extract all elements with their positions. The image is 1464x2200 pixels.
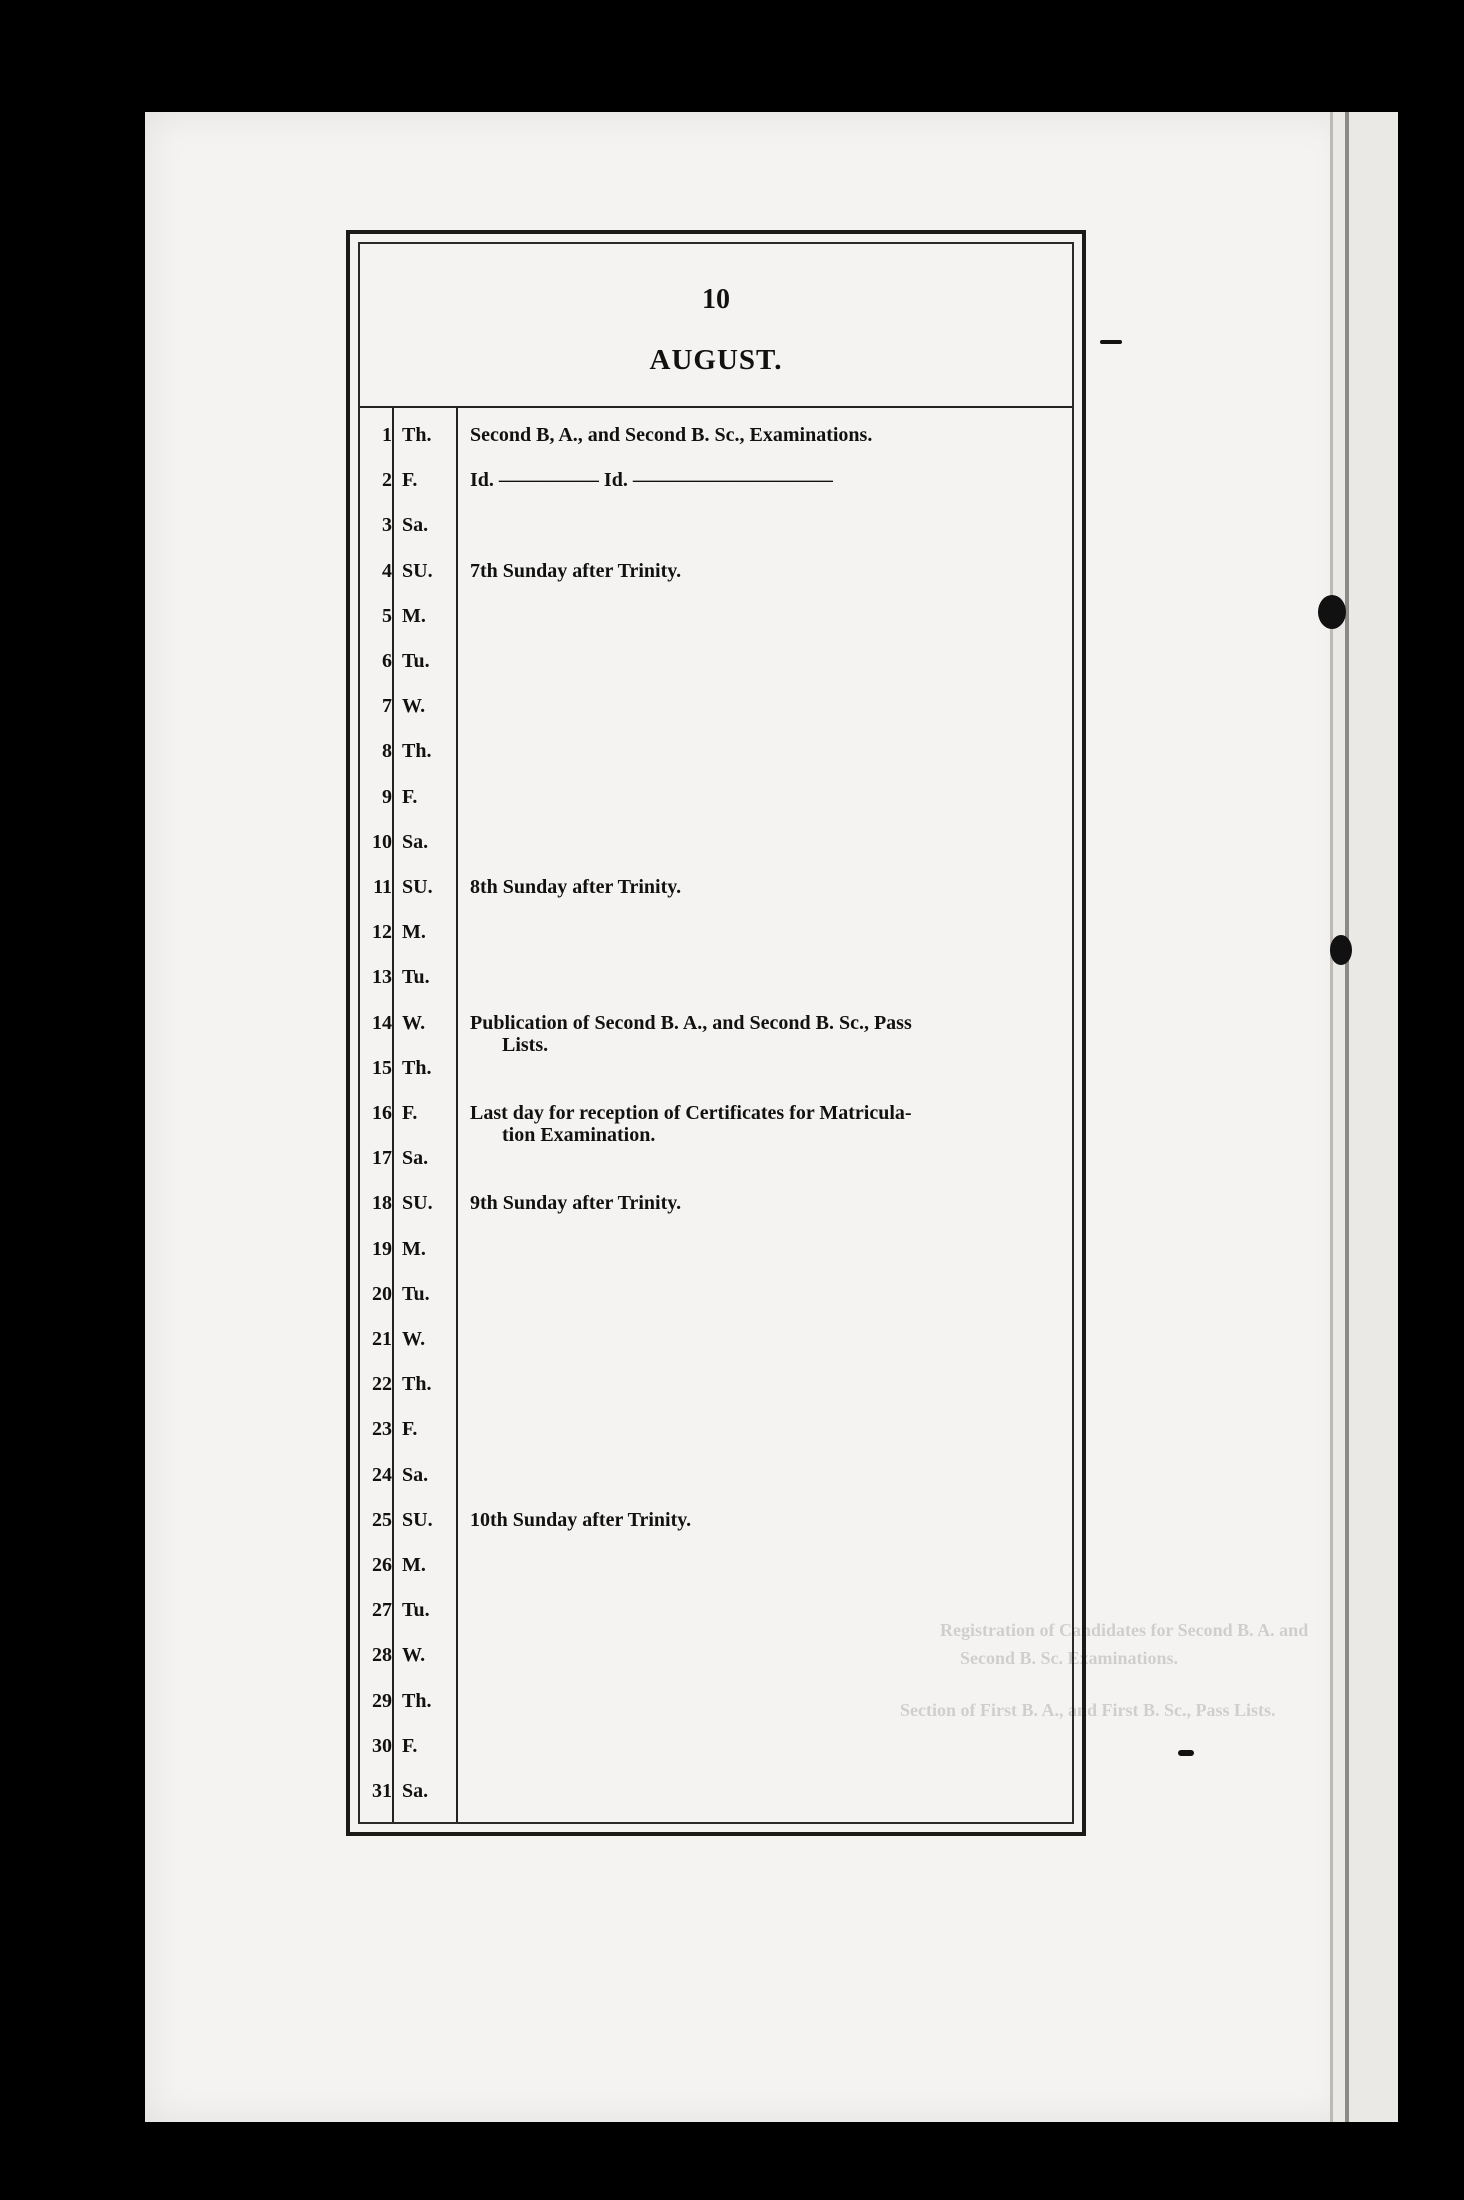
day-number: 17 — [372, 1147, 392, 1170]
weekday: M. — [402, 921, 426, 944]
calendar-row — [360, 1328, 1072, 1373]
day-number: 24 — [372, 1463, 392, 1486]
bleed-through-text: Second B. Sc. Examinations. — [960, 1648, 1179, 1668]
day-number: 20 — [372, 1282, 392, 1305]
calendar-row — [360, 560, 1072, 605]
day-number: 26 — [372, 1554, 392, 1576]
day-number: 10 — [372, 830, 392, 853]
day-number: 3 — [382, 514, 392, 537]
ink-blot — [1100, 340, 1122, 344]
weekday: W. — [402, 695, 426, 718]
calendar-row — [360, 1418, 1072, 1463]
event-line: 10th Sunday after Trinity. — [470, 1508, 692, 1531]
event-text — [470, 560, 1064, 582]
binding-fold — [1345, 112, 1349, 2122]
event-line: 9th Sunday after Trinity. — [470, 1192, 682, 1215]
day-number: 1 — [382, 424, 392, 446]
weekday: W. — [402, 1328, 426, 1350]
weekday: Sa. — [402, 830, 429, 853]
weekday: W. — [402, 1644, 426, 1667]
calendar-row — [360, 786, 1072, 831]
header-divider — [360, 406, 1072, 408]
ink-blot — [1330, 935, 1352, 965]
event-line: 8th Sunday after Trinity. — [470, 876, 682, 898]
day-number: 27 — [372, 1599, 392, 1622]
page-number: 10 — [702, 284, 730, 315]
day-number: 12 — [372, 921, 392, 944]
calendar-row — [360, 876, 1072, 921]
event-line: Publication of Second B. A., and Second B. Sc., Pass — [470, 1011, 912, 1034]
calendar-row — [360, 1102, 1072, 1147]
calendar-row — [360, 1509, 1072, 1554]
day-number: 30 — [372, 1734, 392, 1757]
day-number: 21 — [372, 1328, 392, 1350]
day-number: 22 — [372, 1373, 392, 1396]
event-text — [470, 876, 1064, 898]
weekday: SU. — [402, 876, 433, 898]
calendar-row — [360, 424, 1072, 469]
calendar-row — [360, 1192, 1072, 1237]
calendar-row — [360, 469, 1072, 514]
weekday: Th. — [402, 1689, 432, 1712]
ink-blot — [1178, 1750, 1194, 1756]
day-number: 9 — [382, 785, 392, 808]
weekday: Tu. — [402, 650, 430, 672]
event-line-continued: Lists. — [502, 1033, 549, 1056]
day-number: 25 — [372, 1508, 392, 1531]
weekday: F. — [402, 469, 418, 492]
calendar-row — [360, 514, 1072, 559]
calendar-row — [360, 966, 1072, 1011]
weekday: Sa. — [402, 1147, 429, 1170]
calendar-row — [360, 1238, 1072, 1283]
calendar-row — [360, 921, 1072, 966]
event-text — [470, 424, 1064, 446]
event-line: Id. ————— Id. —————————— — [470, 469, 833, 492]
calendar-row — [360, 605, 1072, 650]
weekday: Th. — [402, 1056, 432, 1079]
weekday: M. — [402, 1237, 426, 1260]
day-number: 7 — [382, 695, 392, 718]
day-number: 16 — [372, 1102, 392, 1124]
ink-blot — [1318, 595, 1346, 629]
weekday: Sa. — [402, 1463, 429, 1486]
calendar-row — [360, 1012, 1072, 1057]
calendar-row — [360, 1554, 1072, 1599]
event-text — [470, 1192, 1064, 1214]
event-text — [470, 469, 1064, 491]
day-number: 31 — [372, 1780, 392, 1802]
calendar-row — [360, 1735, 1072, 1780]
event-line: 7th Sunday after Trinity. — [470, 559, 682, 582]
day-number: 11 — [373, 876, 392, 898]
bleed-through-text: Section of First B. A., and First B. Sc., Pass Lists. — [900, 1700, 1276, 1720]
day-number: 23 — [372, 1418, 392, 1441]
calendar-row — [360, 1147, 1072, 1192]
weekday: F. — [402, 1102, 418, 1124]
weekday: Th. — [402, 424, 432, 446]
day-number: 13 — [372, 966, 392, 989]
weekday: Tu. — [402, 1599, 430, 1622]
calendar-row — [360, 831, 1072, 876]
event-text — [470, 1509, 1064, 1531]
day-number: 5 — [382, 604, 392, 627]
calendar-row — [360, 695, 1072, 740]
calendar-row — [360, 1464, 1072, 1509]
day-number: 28 — [372, 1644, 392, 1667]
weekday: SU. — [402, 1192, 433, 1215]
weekday: Th. — [402, 740, 432, 763]
event-line: Last day for reception of Certificates for Matricula- — [470, 1102, 912, 1124]
weekday: Tu. — [402, 966, 430, 989]
day-number: 8 — [382, 740, 392, 763]
calendar-row — [360, 1780, 1072, 1825]
weekday: F. — [402, 1418, 418, 1441]
event-line-continued: tion Examination. — [502, 1124, 656, 1146]
weekday: M. — [402, 604, 426, 627]
day-number: 29 — [372, 1689, 392, 1712]
calendar-frame — [346, 230, 1086, 1836]
weekday: F. — [402, 1734, 418, 1757]
weekday: Sa. — [402, 514, 429, 537]
event-text — [470, 1102, 1064, 1146]
event-line: Second B, A., and Second B. Sc., Examinations. — [470, 424, 873, 446]
event-text — [470, 1012, 1064, 1056]
day-number: 6 — [382, 650, 392, 672]
day-number: 14 — [372, 1011, 392, 1034]
month-heading: AUGUST. — [649, 344, 783, 376]
calendar-row — [360, 1057, 1072, 1102]
page-edge — [1330, 112, 1398, 2122]
calendar-row — [360, 1283, 1072, 1328]
day-number: 2 — [382, 469, 392, 492]
weekday: W. — [402, 1011, 426, 1034]
day-number: 19 — [372, 1237, 392, 1260]
weekday: SU. — [402, 559, 433, 582]
weekday: M. — [402, 1554, 426, 1576]
weekday: SU. — [402, 1508, 433, 1531]
weekday: Th. — [402, 1373, 432, 1396]
calendar-row — [360, 740, 1072, 785]
day-number: 15 — [372, 1056, 392, 1079]
weekday: Tu. — [402, 1282, 430, 1305]
weekday: Sa. — [402, 1780, 429, 1802]
calendar-row — [360, 1373, 1072, 1418]
weekday: F. — [402, 785, 418, 808]
bleed-through-text: Registration of Candidates for Second B. A. and — [940, 1620, 1309, 1640]
day-number: 18 — [372, 1192, 392, 1215]
calendar-inner-frame — [358, 242, 1074, 1824]
calendar-row — [360, 650, 1072, 695]
day-number: 4 — [382, 559, 392, 582]
